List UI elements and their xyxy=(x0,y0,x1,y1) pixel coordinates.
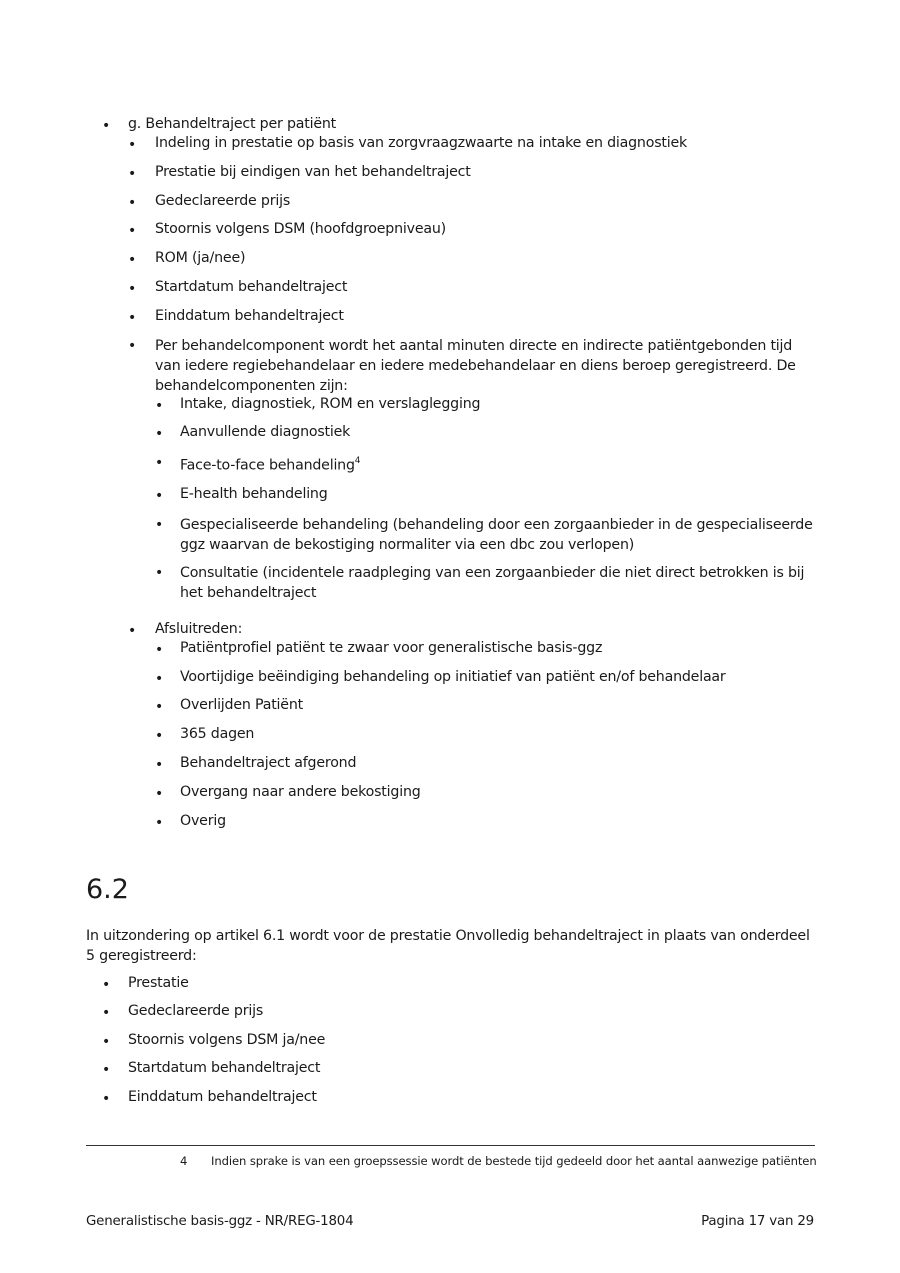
bullet-icon: • xyxy=(128,223,137,239)
list-item: Prestatie xyxy=(128,975,189,991)
bullet-icon: • xyxy=(128,166,137,182)
closing-reason: Overlijden Patiënt xyxy=(180,697,303,713)
section-intro: In uitzondering op artikel 6.1 wordt voor de prestatie Onvolledig behandeltraject in plaats van onderdeel 5 geregistreerd: xyxy=(86,928,810,964)
bullet-icon: • xyxy=(155,699,164,715)
footnote-divider xyxy=(86,1145,815,1146)
bullet-icon: • xyxy=(128,338,137,354)
bullet-icon: • xyxy=(128,137,137,153)
list-item: Stoornis volgens DSM (hoofdgroepniveau) xyxy=(155,221,446,237)
list-item: Stoornis volgens DSM ja/nee xyxy=(128,1032,326,1048)
component-item: Aanvullende diagnostiek xyxy=(180,424,351,440)
closing-reason: Overig xyxy=(180,813,226,829)
bullet-icon: • xyxy=(128,310,137,326)
component-item: Intake, diagnostiek, ROM en verslaglegging xyxy=(180,396,481,412)
list-item: ROM (ja/nee) xyxy=(155,250,246,266)
closing-reason: Voortijdige beëindiging behandeling op initiatief van patiënt en/of behandelaar xyxy=(180,669,726,685)
bullet-icon: • xyxy=(102,118,111,134)
bullet-icon: • xyxy=(155,565,164,581)
bullet-icon: • xyxy=(128,623,137,639)
bullet-icon: • xyxy=(155,757,164,773)
footnote-ref: 4 xyxy=(354,456,361,466)
component-item: Gespecialiseerde behandeling (behandeling door een zorgaanbieder in de gespecialiseerde ggz waarvan de bekostiging normaliter via een dbc zou verlopen) xyxy=(180,517,813,553)
component-intro: Per behandelcomponent wordt het aantal minuten directe en indirecte patiëntgebonden tijd van iedere regiebehandelaar en iedere medebehandelaar en diens beroep geregistreerd. De behandelcomponenten zijn: xyxy=(155,338,796,394)
list-heading-g: g. Behandeltraject per patiënt xyxy=(128,116,337,132)
bullet-icon: • xyxy=(128,281,137,297)
list-item: Gedeclareerde prijs xyxy=(128,1003,264,1019)
bullet-icon: • xyxy=(155,671,164,687)
footer-document-title: Generalistische basis-ggz - NR/REG-1804 xyxy=(86,1214,354,1229)
bullet-icon: • xyxy=(102,1005,111,1021)
bullet-icon: • xyxy=(155,815,164,831)
bullet-icon: • xyxy=(128,252,137,268)
list-item: Gedeclareerde prijs xyxy=(155,193,291,209)
bullet-icon: • xyxy=(102,1062,111,1078)
bullet-icon: • xyxy=(155,517,164,533)
list-item: Einddatum behandeltraject xyxy=(128,1089,317,1105)
list-item: Indeling in prestatie op basis van zorgvraagzwaarte na intake en diagnostiek xyxy=(155,135,688,151)
bullet-icon: • xyxy=(155,728,164,744)
component-label: Face-to-face behandeling xyxy=(180,457,355,474)
closing-title: Afsluitreden: xyxy=(155,621,243,637)
bullet-icon: • xyxy=(155,786,164,802)
closing-reason: Patiëntprofiel patiënt te zwaar voor generalistische basis-ggz xyxy=(180,640,603,656)
closing-reason: 365 dagen xyxy=(180,726,255,742)
list-item: Einddatum behandeltraject xyxy=(155,308,344,324)
bullet-icon: • xyxy=(155,488,164,504)
list-item: Startdatum behandeltraject xyxy=(128,1060,321,1076)
closing-reason: Overgang naar andere bekostiging xyxy=(180,784,421,800)
closing-reason: Behandeltraject afgerond xyxy=(180,755,357,771)
bullet-icon: • xyxy=(155,426,164,442)
footnote-text: Indien sprake is van een groepssessie wordt de bestede tijd gedeeld door het aantal aanwezige patiënten xyxy=(211,1154,817,1168)
bullet-icon: • xyxy=(155,398,164,414)
footnote-number: 4 xyxy=(180,1154,188,1168)
component-item: Consultatie (incidentele raadpleging van een zorgaanbieder die niet direct betrokken is bij het behandeltraject xyxy=(180,565,805,601)
bullet-icon: • xyxy=(102,1034,111,1050)
bullet-icon: • xyxy=(155,642,164,658)
component-item: E-health behandeling xyxy=(180,486,328,502)
section-heading: 6.2 xyxy=(86,874,129,905)
bullet-icon: • xyxy=(128,195,137,211)
bullet-icon: • xyxy=(102,977,111,993)
bullet-icon: • xyxy=(102,1091,111,1107)
footer-page-number: Pagina 17 van 29 xyxy=(701,1214,814,1229)
list-item: Startdatum behandeltraject xyxy=(155,279,348,295)
component-item xyxy=(180,457,360,474)
list-item: Prestatie bij eindigen van het behandeltraject xyxy=(155,164,471,180)
bullet-icon: • xyxy=(155,455,164,471)
